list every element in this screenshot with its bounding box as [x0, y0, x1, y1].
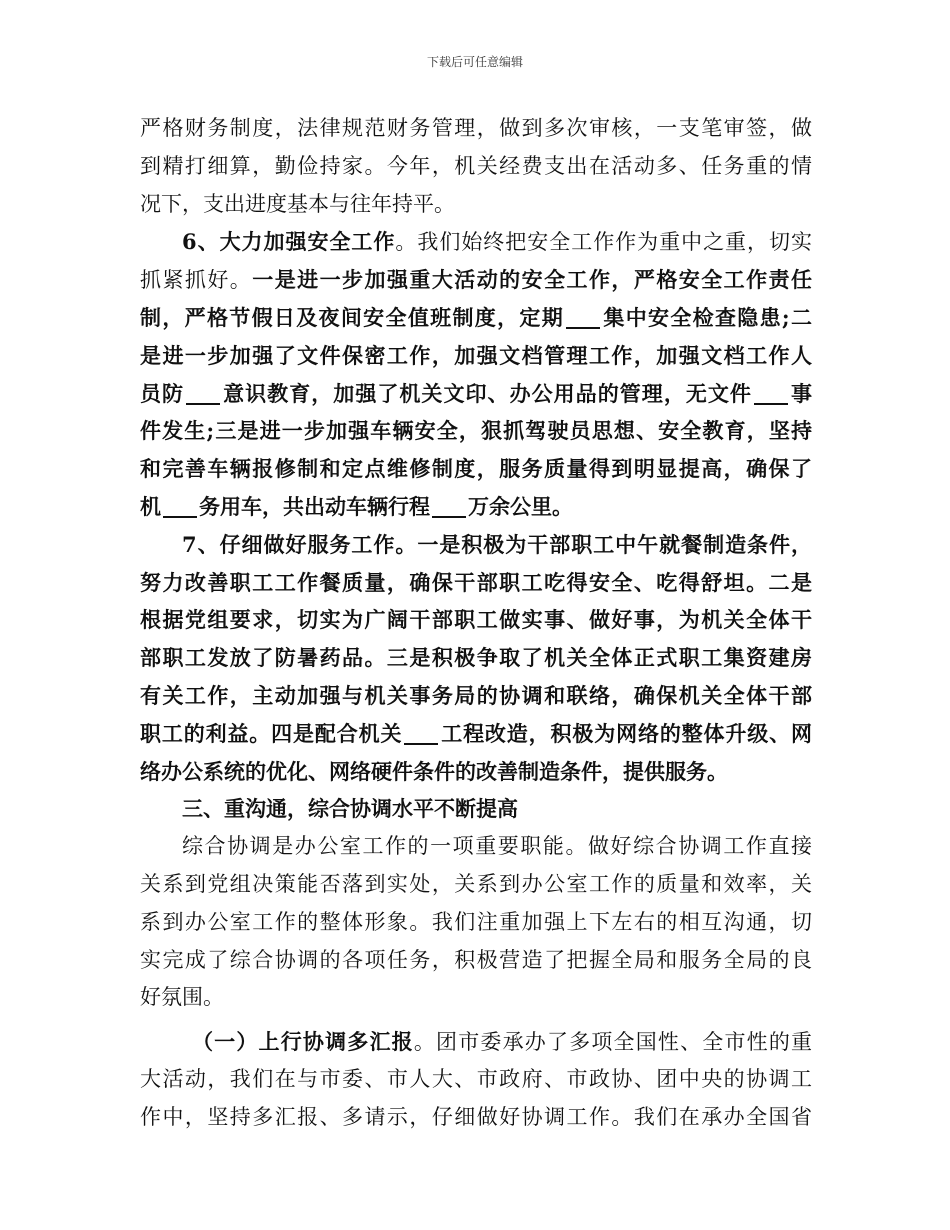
- text-segment: 机: [140, 493, 161, 519]
- text-line: 严格财务制度，法律规范财务管理，做到多次审核，一支笔审签，做: [140, 116, 812, 140]
- text-line: 件发生;三是进一步加强车辆安全，狠抓驾驶员思想、安全教育，坚持: [140, 418, 812, 444]
- text-segment: 意识教育，加强了机关文印、办公用品的管理，无文件: [222, 380, 752, 406]
- blank-underline: [754, 383, 788, 405]
- text-segment: 万余公里。: [468, 493, 573, 519]
- text-line: 实完成了综合协调的各项任务，积极营造了把握全局和服务全局的良: [140, 947, 812, 972]
- text-line: 有关工作，主动加强与机关事务局的协调和联络，确保机关全体干部: [140, 682, 812, 708]
- text-segment: 务用车，共出动车辆行程: [199, 493, 430, 519]
- text-line: 况下，支出进度基本与往年持平。: [140, 191, 455, 216]
- text-line: [140, 488, 812, 526]
- text-segment: 员防: [140, 380, 185, 406]
- text-segment: 事: [789, 380, 812, 406]
- text-line: 根据党组要求，切实为广阔干部职工做实事、做好事，为机关全体干: [140, 607, 812, 633]
- text-line: 是进一步加强了文件保密工作，加强文档管理工作，加强文档工作人: [140, 342, 812, 368]
- text-segment: 。我们始终把安全工作作为重中之重，切实: [395, 230, 812, 255]
- section-heading: 三、重沟通，综合协调水平不断提高: [182, 796, 518, 822]
- text-line: 努力改善职工工作餐质量，确保干部职工吃得安全、吃得舒坦。二是: [140, 569, 812, 595]
- text-line: 大活动，我们在与市委、市人大、市政府、市政协、团中央的协调工: [140, 1066, 812, 1091]
- blank-underline: [566, 307, 600, 329]
- text-line: 部职工发放了防暑药品。三是积极争取了机关全体正式职工集资建房: [140, 645, 812, 671]
- text-segment: 制，严格节假日及夜间安全值班制度，定期: [140, 304, 565, 330]
- text-segment: 职工的利益。四是配合机关: [140, 720, 403, 746]
- blank-underline: [404, 723, 438, 745]
- document-body: [140, 110, 812, 1137]
- text-line: [140, 1023, 812, 1061]
- text-line: 和完善车辆报修制和定点维修制度，服务质量得到明显提高，确保了: [140, 456, 812, 482]
- text-segment: 集中安全检查隐患;二: [602, 304, 812, 330]
- text-line: 络办公系统的优化、网络硬件条件的改善制造条件，提供服务。: [140, 758, 728, 784]
- item-heading: （一）上行协调多汇报: [192, 1029, 414, 1055]
- text-line: [140, 261, 812, 299]
- text-line: 7、仔细做好服务工作。一是积极为干部职工中午就餐制造条件，: [182, 531, 812, 557]
- text-line: 关系到党组决策能否落到实处，关系到办公室工作的质量和效率，关: [140, 871, 812, 896]
- page-header: 下载后可任意编辑: [426, 55, 523, 69]
- text-segment: 一是进一步加强重大活动的安全工作，严格安全工作责任: [252, 267, 812, 293]
- text-line: [140, 299, 812, 337]
- text-line: 作中，坚持多汇报、多请示，仔细做好协调工作。我们在承办全国省: [140, 1104, 812, 1129]
- text-line: 到精打细算，勤俭持家。今年，机关经费支出在活动多、任务重的情: [140, 153, 812, 178]
- text-line: [140, 715, 812, 753]
- text-segment: 抓紧抓好。: [140, 268, 253, 293]
- blank-underline: [432, 496, 466, 518]
- text-line: [140, 223, 812, 261]
- blank-underline: [186, 383, 220, 405]
- text-segment: 工程改造，积极为网络的整体升级、网: [440, 720, 812, 746]
- item-heading: 6、大力加强安全工作: [182, 229, 396, 255]
- text-line: [140, 375, 812, 413]
- blank-underline: [163, 496, 197, 518]
- text-segment: 。团市委承办了多项全国性、全市性的重: [413, 1030, 812, 1055]
- text-line: 系到办公室工作的整体形象。我们注重加强上下左右的相互沟通，切: [140, 909, 812, 934]
- text-line: 综合协调是办公室工作的一项重要职能。做好综合协调工作直接: [182, 834, 812, 859]
- text-line: 好氛围。: [140, 985, 224, 1010]
